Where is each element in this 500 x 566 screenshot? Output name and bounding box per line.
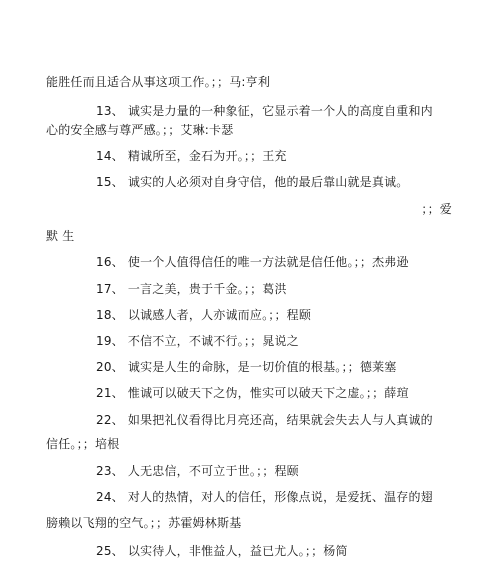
quote-line: 膀赖以飞翔的空气。；；苏霍姆林斯基 xyxy=(46,516,242,530)
quote-line: 20、 诚实是人生的命脉，是一切价值的根基。；；德莱塞 xyxy=(96,360,397,374)
quote-line: 心的安全感与尊严感。；；艾琳:卡瑟 xyxy=(46,123,234,137)
quote-line: 18、 以诚感人者，人亦诚而应。；；程颐 xyxy=(96,308,312,322)
quote-line: 16、 使一个人值得信任的唯一方法就是信任他。；；杰弗逊 xyxy=(96,255,409,269)
quote-line: 13、 诚实是力量的一种象征，它显示着一个人的高度自重和内 xyxy=(96,104,433,118)
quote-line: 15、 诚实的人必须对自身守信，他的最后靠山就是真诚。 xyxy=(96,175,409,189)
quote-line: 14、 精诚所至，金石为开。；；王充 xyxy=(96,149,287,163)
quote-line: 22、 如果把礼仪看得比月亮还高，结果就会失去人与人真诚的 xyxy=(96,413,433,427)
quote-line: 信任。；；培根 xyxy=(46,437,120,451)
quote-line: 能胜任而且适合从事这项工作。；；马:亨利 xyxy=(46,75,271,89)
quote-line: 17、 一言之美，贵于千金。；；葛洪 xyxy=(96,282,287,296)
quote-line: 23、 人无忠信，不可立于世。；；程颐 xyxy=(96,464,299,478)
quote-line: 25、 以实待人，非惟益人，益已尤人。；；杨简 xyxy=(96,544,348,558)
quote-line: 19、 不信不立，不诚不行。；；晁说之 xyxy=(96,334,299,348)
quote-line: ；；爱 xyxy=(421,202,452,216)
quote-line: 24、 对人的热情，对人的信任，形像点说，是爱抚、温存的翅 xyxy=(96,490,433,504)
quote-line: 21、 惟诚可以破天下之伪，惟实可以破天下之虚。；；薛瑄 xyxy=(96,386,409,400)
quote-line: 默 生 xyxy=(46,229,75,243)
